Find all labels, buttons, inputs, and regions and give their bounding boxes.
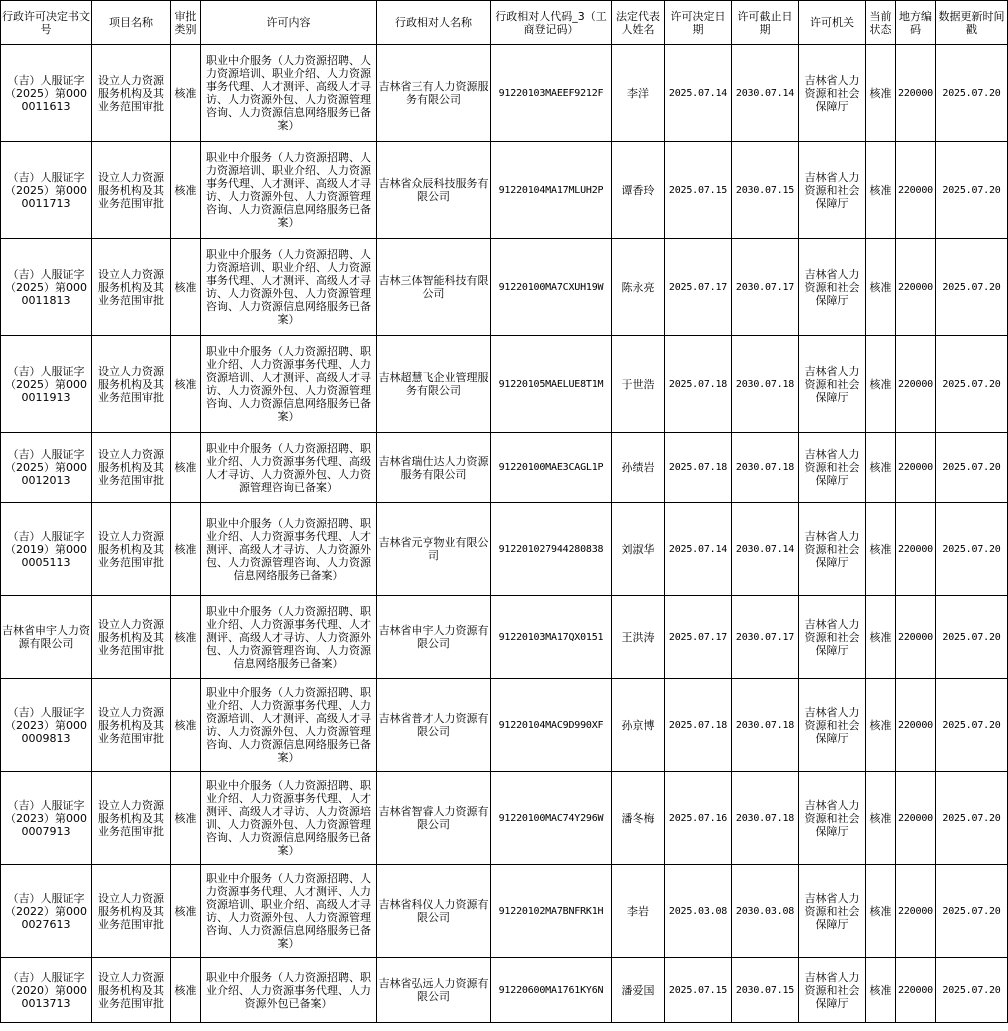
authority-cell: 吉林省人力资源和社会保障厅 [799,45,866,142]
status-cell: 核准 [866,772,896,865]
decision-date-cell: 2025.07.17 [665,596,732,679]
region-code-cell: 220000 [896,679,936,772]
party-code-cell: 91220105MAELUE8T1M [491,336,612,433]
table-row [1,433,1008,503]
update-time-cell: 2025.07.20 [936,865,1008,958]
status-cell: 核准 [866,679,896,772]
status-cell: 核准 [866,142,896,239]
decision-date-cell: 2025.03.08 [665,865,732,958]
end-date-cell: 2030.07.17 [732,596,799,679]
legal-rep-cell: 于世浩 [612,336,665,433]
approval-type-cell: 核准 [171,45,201,142]
doc-no-cell: 吉林省申宇人力资源有限公司 [1,596,92,679]
approval-type-cell: 核准 [171,239,201,336]
party-cell: 吉林省众辰科技服务有限公司 [377,142,491,239]
decision-date-cell: 2025.07.17 [665,239,732,336]
header-legal-rep: 法定代表人姓名 [612,1,665,45]
header-party: 行政相对人名称 [377,1,491,45]
content-cell: 职业中介服务（人力资源招聘、人力资源培训、职业介绍、人力资源事务代理、人才测评、高级人才寻访、人力资源外包、人力资源管理咨询、人力资源信息网络服务已备案） [201,142,377,239]
content-cell: 职业中介服务（人力资源招聘、职业介绍、人力资源事务代理、人力资源培训、人才测评、高级人才寻访、人力资源外包、人力资源管理咨询、人力资源信息网络服务已备案） [201,679,377,772]
legal-rep-cell: 李岩 [612,865,665,958]
table-row [1,772,1008,865]
project-cell: 设立人力资源服务机构及其业务范围审批 [92,433,171,503]
content-cell: 职业中介服务（人力资源招聘、职业介绍、人力资源事务代理、人才测评、高级人才寻访、人力资源培训、人力资源外包、人力资源管理咨询、人力资源信息网络服务已备案） [201,772,377,865]
legal-rep-cell: 孙京博 [612,679,665,772]
content-cell: 职业中介服务（人力资源招聘、人力资源培训、职业介绍、人力资源事务代理、人才测评、高级人才寻访、人力资源外包、人力资源管理咨询、人力资源信息网络服务已备案） [201,239,377,336]
party-code-cell: 91220104MAC9D990XF [491,679,612,772]
end-date-cell: 2030.07.17 [732,239,799,336]
project-cell: 设立人力资源服务机构及其业务范围审批 [92,958,171,1023]
table-row [1,865,1008,958]
party-code-cell: 912201027944280838 [491,503,612,596]
header-content: 许可内容 [201,1,377,45]
approval-type-cell: 核准 [171,596,201,679]
status-cell: 核准 [866,958,896,1023]
header-decision-date: 许可决定日期 [665,1,732,45]
end-date-cell: 2030.03.08 [732,865,799,958]
content-cell: 职业中介服务（人力资源招聘、职业介绍、人力资源事务代理、人才测评、高级人才寻访、人力资源外包、人力资源管理咨询、人力资源信息网络服务已备案） [201,596,377,679]
header-status: 当前状态 [866,1,896,45]
header-authority: 许可机关 [799,1,866,45]
status-cell: 核准 [866,503,896,596]
project-cell: 设立人力资源服务机构及其业务范围审批 [92,865,171,958]
table-row [1,503,1008,596]
region-code-cell: 220000 [896,596,936,679]
approval-type-cell: 核准 [171,772,201,865]
party-code-cell: 91220103MA17QX0151 [491,596,612,679]
update-time-cell: 2025.07.20 [936,679,1008,772]
header-update-time: 数据更新时间戳 [936,1,1008,45]
update-time-cell: 2025.07.20 [936,142,1008,239]
authority-cell: 吉林省人力资源和社会保障厅 [799,142,866,239]
approval-type-cell: 核准 [171,865,201,958]
project-cell: 设立人力资源服务机构及其业务范围审批 [92,239,171,336]
party-cell: 吉林省普才人力资源有限公司 [377,679,491,772]
header-project: 项目名称 [92,1,171,45]
region-code-cell: 220000 [896,142,936,239]
project-cell: 设立人力资源服务机构及其业务范围审批 [92,596,171,679]
header-row [1,1,1008,45]
doc-no-cell: （吉）人服证字（2025）第0000012013 [1,433,92,503]
header-party-code: 行政相对人代码_3（工商登记码） [491,1,612,45]
update-time-cell: 2025.07.20 [936,433,1008,503]
region-code-cell: 220000 [896,958,936,1023]
table-row [1,958,1008,1023]
header-approval-type: 审批类别 [171,1,201,45]
table-row [1,679,1008,772]
authority-cell: 吉林省人力资源和社会保障厅 [799,433,866,503]
region-code-cell: 220000 [896,45,936,142]
table-row [1,142,1008,239]
legal-rep-cell: 潘冬梅 [612,772,665,865]
authority-cell: 吉林省人力资源和社会保障厅 [799,336,866,433]
end-date-cell: 2030.07.18 [732,679,799,772]
doc-no-cell: （吉）人服证字（2020）第0000013713 [1,958,92,1023]
content-cell: 职业中介服务（人力资源招聘、人力资源培训、职业介绍、人力资源事务代理、人才测评、高级人才寻访、人力资源外包、人力资源管理咨询、人力资源信息网络服务已备案） [201,45,377,142]
party-cell: 吉林省申宇人力资源有限公司 [377,596,491,679]
approval-type-cell: 核准 [171,503,201,596]
decision-date-cell: 2025.07.14 [665,503,732,596]
update-time-cell: 2025.07.20 [936,239,1008,336]
content-cell: 职业中介服务（人力资源招聘、职业介绍、人力资源事务代理、人才测评、高级人才寻访、人力资源外包、人力资源管理咨询、人力资源信息网络服务已备案） [201,503,377,596]
region-code-cell: 220000 [896,433,936,503]
authority-cell: 吉林省人力资源和社会保障厅 [799,958,866,1023]
update-time-cell: 2025.07.20 [936,772,1008,865]
approval-type-cell: 核准 [171,433,201,503]
end-date-cell: 2030.07.14 [732,503,799,596]
legal-rep-cell: 刘淑华 [612,503,665,596]
decision-date-cell: 2025.07.16 [665,772,732,865]
doc-no-cell: （吉）人服证字（2025）第0000011713 [1,142,92,239]
project-cell: 设立人力资源服务机构及其业务范围审批 [92,336,171,433]
project-cell: 设立人力资源服务机构及其业务范围审批 [92,45,171,142]
doc-no-cell: （吉）人服证字（2023）第0000009813 [1,679,92,772]
approval-type-cell: 核准 [171,679,201,772]
end-date-cell: 2030.07.18 [732,336,799,433]
end-date-cell: 2030.07.18 [732,772,799,865]
party-cell: 吉林省弘远人力资源有限公司 [377,958,491,1023]
doc-no-cell: （吉）人服证字（2023）第0000007913 [1,772,92,865]
party-cell: 吉林省三有人力资源服务有限公司 [377,45,491,142]
end-date-cell: 2030.07.15 [732,958,799,1023]
decision-date-cell: 2025.07.14 [665,45,732,142]
update-time-cell: 2025.07.20 [936,958,1008,1023]
table-row [1,239,1008,336]
status-cell: 核准 [866,433,896,503]
status-cell: 核准 [866,45,896,142]
content-cell: 职业中介服务（人力资源招聘、职业介绍、人力资源事务代理、人力资源外包已备案） [201,958,377,1023]
decision-date-cell: 2025.07.18 [665,433,732,503]
header-region-code: 地方编码 [896,1,936,45]
party-code-cell: 91220100MAE3CAGL1P [491,433,612,503]
authority-cell: 吉林省人力资源和社会保障厅 [799,239,866,336]
party-code-cell: 91220100MAC74Y296W [491,772,612,865]
legal-rep-cell: 王洪涛 [612,596,665,679]
doc-no-cell: （吉）人服证字（2019）第0000005113 [1,503,92,596]
approval-type-cell: 核准 [171,336,201,433]
authority-cell: 吉林省人力资源和社会保障厅 [799,503,866,596]
status-cell: 核准 [866,865,896,958]
region-code-cell: 220000 [896,336,936,433]
party-cell: 吉林三体智能科技有限公司 [377,239,491,336]
party-code-cell: 91220600MA1761KY6N [491,958,612,1023]
legal-rep-cell: 陈永亮 [612,239,665,336]
content-cell: 职业中介服务（人力资源招聘、人力资源事务代理、人才测评、人力资源培训、职业介绍、高级人才寻访、人力资源外包、人力资源管理咨询、人力资源信息网络服务已备案） [201,865,377,958]
party-code-cell: 91220104MA17MLUH2P [491,142,612,239]
table-row [1,336,1008,433]
party-code-cell: 91220102MA7BNFRK1H [491,865,612,958]
party-cell: 吉林省智睿人力资源有限公司 [377,772,491,865]
update-time-cell: 2025.07.20 [936,503,1008,596]
legal-rep-cell: 李洋 [612,45,665,142]
table-row [1,596,1008,679]
legal-rep-cell: 孙绩岩 [612,433,665,503]
table-row [1,45,1008,142]
project-cell: 设立人力资源服务机构及其业务范围审批 [92,679,171,772]
content-cell: 职业中介服务（人力资源招聘、职业介绍、人力资源事务代理、人力资源培训、人才测评、高级人才寻访、人力资源外包、人力资源管理咨询、人力资源信息网络服务已备案） [201,336,377,433]
legal-rep-cell: 谭香玲 [612,142,665,239]
decision-date-cell: 2025.07.18 [665,336,732,433]
project-cell: 设立人力资源服务机构及其业务范围审批 [92,142,171,239]
project-cell: 设立人力资源服务机构及其业务范围审批 [92,503,171,596]
party-cell: 吉林超慧飞企业管理服务有限公司 [377,336,491,433]
doc-no-cell: （吉）人服证字（2025）第0000011613 [1,45,92,142]
decision-date-cell: 2025.07.15 [665,958,732,1023]
status-cell: 核准 [866,336,896,433]
region-code-cell: 220000 [896,503,936,596]
decision-date-cell: 2025.07.15 [665,142,732,239]
decision-date-cell: 2025.07.18 [665,679,732,772]
authority-cell: 吉林省人力资源和社会保障厅 [799,772,866,865]
header-doc-no: 行政许可决定书文号 [1,1,92,45]
party-cell: 吉林省科仪人力资源有限公司 [377,865,491,958]
legal-rep-cell: 潘爱国 [612,958,665,1023]
end-date-cell: 2030.07.14 [732,45,799,142]
party-code-cell: 91220103MAEEF9212F [491,45,612,142]
party-cell: 吉林省瑞仕达人力资源服务有限公司 [377,433,491,503]
doc-no-cell: （吉）人服证字（2022）第0000027613 [1,865,92,958]
approval-type-cell: 核准 [171,142,201,239]
status-cell: 核准 [866,239,896,336]
party-code-cell: 91220100MA7CXUH19W [491,239,612,336]
region-code-cell: 220000 [896,239,936,336]
doc-no-cell: （吉）人服证字（2025）第0000011813 [1,239,92,336]
status-cell: 核准 [866,596,896,679]
end-date-cell: 2030.07.15 [732,142,799,239]
update-time-cell: 2025.07.20 [936,45,1008,142]
update-time-cell: 2025.07.20 [936,336,1008,433]
party-cell: 吉林省元亨物业有限公司 [377,503,491,596]
end-date-cell: 2030.07.18 [732,433,799,503]
update-time-cell: 2025.07.20 [936,596,1008,679]
header-end-date: 许可截止日期 [732,1,799,45]
project-cell: 设立人力资源服务机构及其业务范围审批 [92,772,171,865]
authority-cell: 吉林省人力资源和社会保障厅 [799,679,866,772]
region-code-cell: 220000 [896,865,936,958]
content-cell: 职业中介服务（人力资源招聘、职业介绍、人力资源事务代理、高级人才寻访、人力资源外包、人力资源管理咨询已备案） [201,433,377,503]
approval-type-cell: 核准 [171,958,201,1023]
doc-no-cell: （吉）人服证字（2025）第0000011913 [1,336,92,433]
authority-cell: 吉林省人力资源和社会保障厅 [799,596,866,679]
authority-cell: 吉林省人力资源和社会保障厅 [799,865,866,958]
region-code-cell: 220000 [896,772,936,865]
